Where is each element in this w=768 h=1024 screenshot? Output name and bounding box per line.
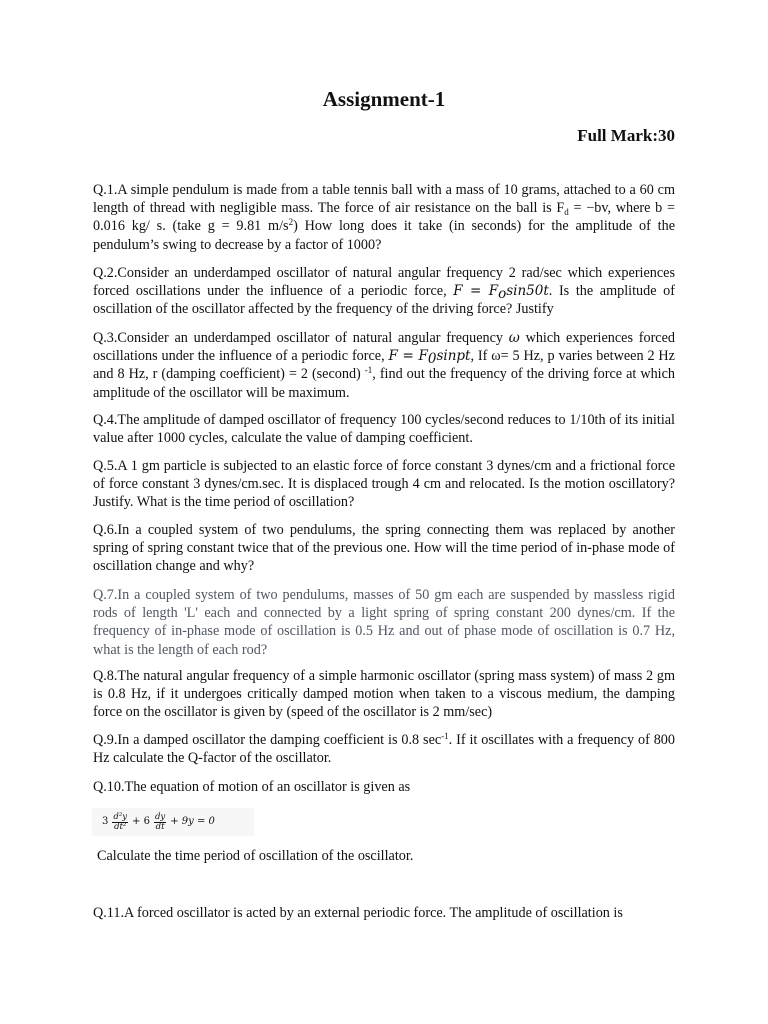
question-9: Q.9.In a damped oscillator the damping coefficient is 0.8 $\sec^{-1}$. If it oscillates with a frequency of 800 Hz calculate the Q-factor of the oscillator. xyxy=(93,731,675,767)
question-10-intro: Q.10.The equation of motion of an oscillator is given as xyxy=(93,779,411,795)
question-3: Q.3.Consider an underdamped oscillator of natural angular frequency ω which experiences forced oscillations under the influence of a periodic force, $F = F_0sinpt$, If ω= 5 Hz, p varies between 2 Hz and 8 Hz, r (damping coefficient) = 2 (second) $^{-1}$, find out the frequency of the driving force at which amplitude of the oscillator will be maximum. xyxy=(93,330,675,401)
question-11: Q.11.A forced oscillator is acted by an external periodic force. The amplitude of oscillation is xyxy=(93,905,623,921)
question-4: Q.4.The amplitude of damped oscillator of frequency 100 cycles/second reduces to 1/10th of its initial value after 1000 cycles, calculate the value of damping coefficient. xyxy=(93,412,675,447)
question-6: Q.6.In a coupled system of two pendulums, the spring connecting them was replaced by another spring of spring constant twice that of the previous one. How will the time period of in-phase mode of oscillation change and why? xyxy=(93,522,675,575)
question-8: Q.8.The natural angular frequency of a simple harmonic oscillator (spring mass system) of mass 2 gm is 0.8 Hz, if it undergoes critically damped motion when taken to a viscous medium, the damping force on the oscillator is given by (speed of the oscillator is 2 mm/sec) xyxy=(93,668,675,721)
fraction-dy-dt: $\frac{dy}{dt}$ xyxy=(154,811,166,832)
page-title: Assignment-1 xyxy=(322,87,446,111)
question-10-ask: Calculate the time period of oscillation of the oscillator. xyxy=(97,848,414,864)
question-1: Q.1.A simple pendulum is made from a table tennis ball with a mass of 10 grams, attached to a 60 cm length of thread with negligible mass. The force of air resistance on the ball is $F_d = -bv$, where b = 0.016 kg/ s. (take g = 9.81 $m/s^2$) How long does it take (in seconds) for the amplitude of the pendulum’s swing to decrease by a factor of 1000? xyxy=(93,182,675,253)
question-7: Q.7.In a coupled system of two pendulums, masses of 50 gm each are suspended by massless rigid rods of length 'L' each and connected by a light spring of spring constant 200 dynes/cm. If the frequency of in-phase mode of oscillation is 0.5 Hz and out of phase mode of oscillation is 0.7 Hz, what is the length of each rod? xyxy=(93,587,675,658)
full-mark: Full Mark:30 xyxy=(577,126,675,145)
question-5: Q.5.A 1 gm particle is subjected to an elastic force of force constant 3 dynes/cm and a frictional force of force constant 3 dynes/cm.sec. It is displaced trough 4 cm and relocated. Is the motion oscillatory? Justify. What is the time period of oscillation? xyxy=(93,458,675,511)
equation-of-motion: 3 $\frac{\text{d²y}}{\text{dt²}}$ + 6 $\frac{dy}{dt}$ + 9y = 0 xyxy=(102,811,215,832)
fraction-d2y-dt2: $\frac{\text{d²y}}{\text{dt²}}$ xyxy=(113,811,128,832)
question-2: Q.2.Consider an underdamped oscillator of natural angular frequency 2 rad/sec which experiences forced oscillations under the influence of a periodic force, $F = F_o\sin 50t$. Is the amplitude of oscillation of the oscillator affected by the frequency of the driving force? Justify xyxy=(93,265,675,318)
